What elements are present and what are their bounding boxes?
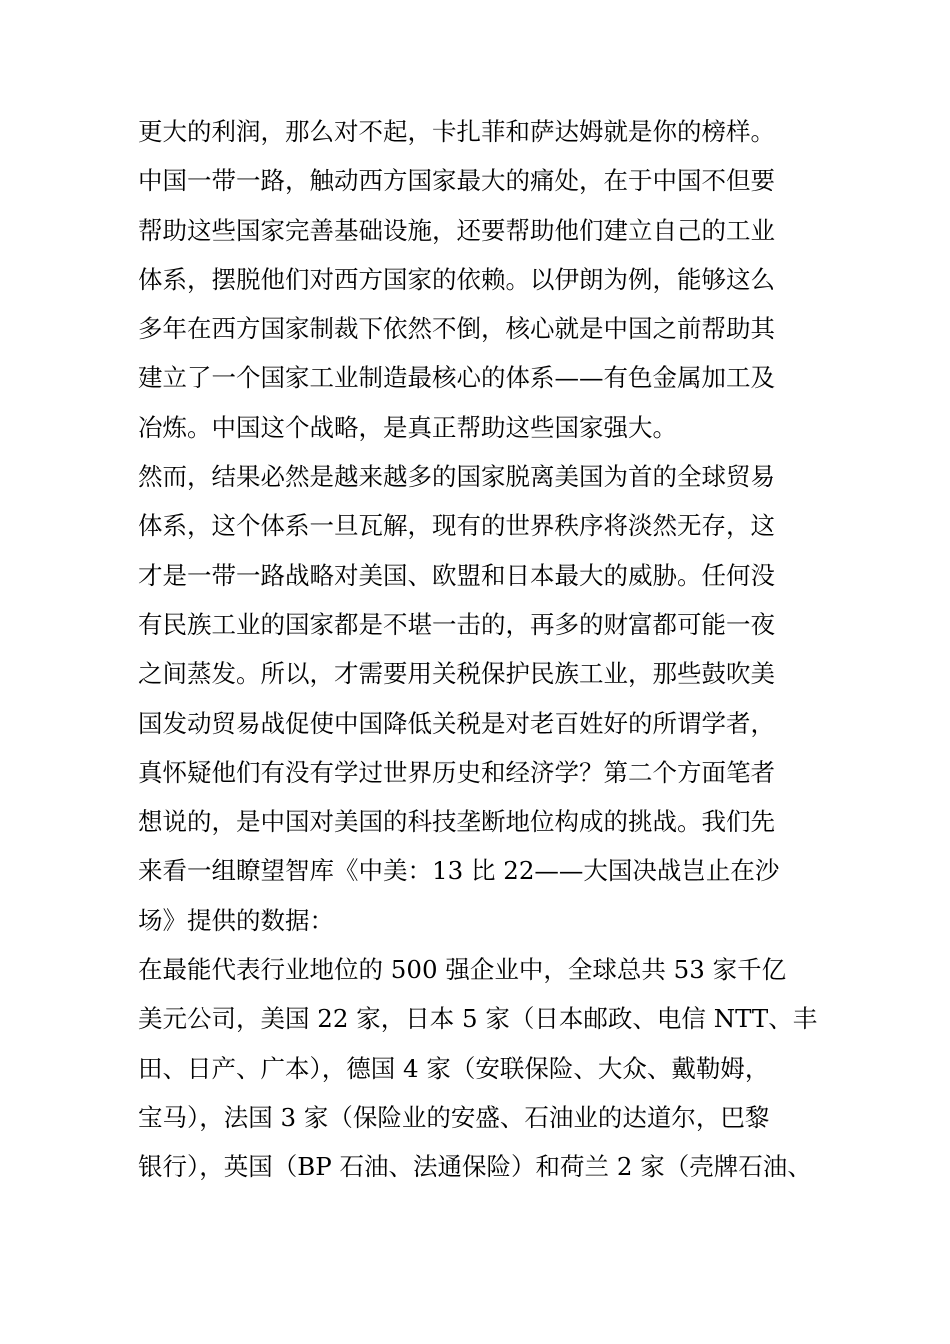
text-line: 在最能代表行业地位的 500 强企业中，全球总共 53 家千亿: [138, 955, 787, 985]
text-line: 才是一带一路战略对美国、欧盟和日本最大的威胁。任何没: [138, 560, 775, 590]
text-line: 然而，结果必然是越来越多的国家脱离美国为首的全球贸易: [138, 462, 775, 492]
text-line: 美元公司，美国 22 家，日本 5 家（日本邮政、电信 NTT、丰: [138, 1004, 818, 1034]
text-line: 多年在西方国家制裁下依然不倒，核心就是中国之前帮助其: [138, 314, 775, 344]
text-line: 真怀疑他们有没有学过世界历史和经济学？第二个方面笔者: [138, 757, 775, 787]
text-line: 来看一组瞭望智库《中美：13 比 22——大国决战岂止在沙: [138, 856, 780, 886]
text-line: 体系，摆脱他们对西方国家的依赖。以伊朗为例，能够这么: [138, 264, 775, 294]
text-line: 更大的利润，那么对不起，卡扎菲和萨达姆就是你的榜样。: [138, 117, 775, 146]
text-line: 国发动贸易战促使中国降低关税是对老百姓好的所谓学者，: [138, 708, 775, 738]
text-line: 田、日产、广本），德国 4 家（安联保险、大众、戴勒姆，: [138, 1053, 770, 1083]
text-line: 帮助这些国家完善基础设施，还要帮助他们建立自己的工业: [138, 215, 775, 245]
text-line: 建立了一个国家工业制造最核心的体系——有色金属加工及: [138, 363, 775, 393]
text-line: 冶炼。中国这个战略，是真正帮助这些国家强大。: [138, 412, 677, 442]
text-line: 场》提供的数据：: [138, 905, 334, 935]
text-line: 有民族工业的国家都是不堪一击的，再多的财富都可能一夜: [138, 609, 775, 639]
text-line: 中国一带一路，触动西方国家最大的痛处，在于中国不但要: [138, 166, 775, 196]
text-line: 体系，这个体系一旦瓦解，现有的世界秩序将淡然无存，这: [138, 511, 775, 541]
text-line: 之间蒸发。所以，才需要用关税保护民族工业，那些鼓吹美: [138, 659, 775, 689]
text-line: 想说的，是中国对美国的科技垄断地位构成的挑战。我们先: [138, 807, 775, 837]
body-text: [138, 112, 838, 1197]
text-line: 银行），英国（BP 石油、法通保险）和荷兰 2 家（壳牌石油、: [138, 1152, 812, 1182]
text-line: 宝马），法国 3 家（保险业的安盛、石油业的达道尔，巴黎: [138, 1102, 770, 1132]
